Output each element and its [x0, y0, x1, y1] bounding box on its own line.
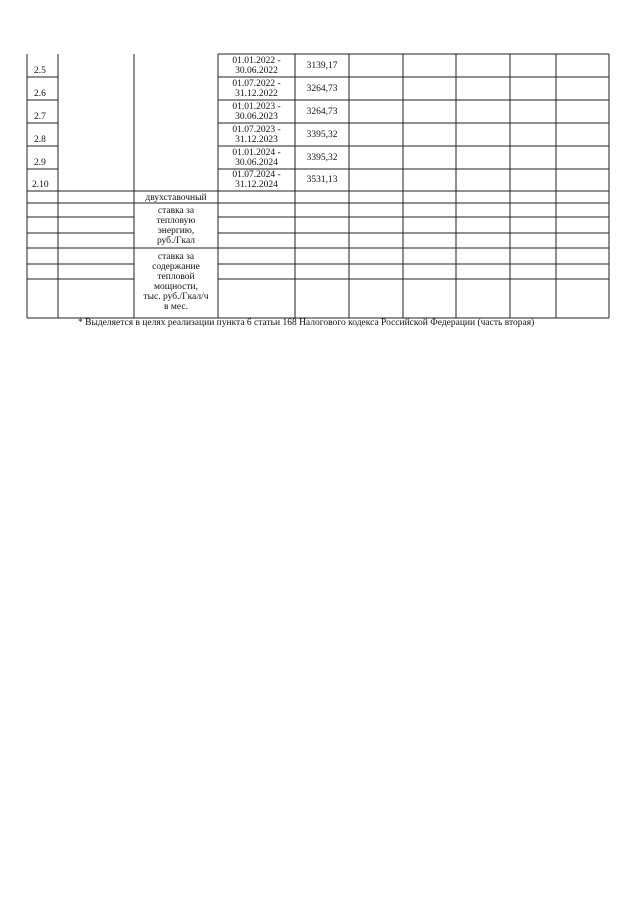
energy-rate-label: ставка за тепловую энергию, руб./Гкал: [156, 206, 196, 246]
two-part-label: двухставочный: [145, 193, 207, 203]
tariff-value: 3395,32: [306, 153, 338, 163]
tariff-table-grid: [0, 0, 640, 340]
tariff-value: 3395,32: [306, 130, 338, 140]
period-cell: 01.01.2024 - 30.06.2024: [232, 148, 281, 168]
row-number: 2.7: [34, 112, 46, 122]
tariff-value: 3531,13: [306, 175, 338, 185]
period-cell: 01.07.2024 - 31.12.2024: [232, 170, 281, 190]
period-cell: 01.01.2022 - 30.06.2022: [232, 56, 281, 76]
period-cell: 01.07.2022 - 31.12.2022: [232, 79, 281, 99]
footnote: * Выделяется в целях реализации пункта 6 статьи 168 Налогового кодекса Российской Федерации (часть вторая): [78, 318, 535, 328]
row-number: 2.9: [34, 158, 46, 168]
capacity-rate-label: ставка за содержание тепловой мощности, тыс. руб./Гкал/ч в мес.: [143, 252, 209, 312]
row-number: 2.6: [34, 89, 46, 99]
row-number: 2.8: [34, 135, 46, 145]
tariff-value: 3139,17: [306, 61, 338, 71]
period-cell: 01.01.2023 - 30.06.2023: [232, 102, 281, 122]
row-number: 2.10: [32, 180, 49, 190]
tariff-value: 3264,73: [306, 107, 338, 117]
period-cell: 01.07.2023 - 31.12.2023: [232, 125, 281, 145]
row-number: 2.5: [34, 66, 46, 76]
tariff-value: 3264,73: [306, 84, 338, 94]
